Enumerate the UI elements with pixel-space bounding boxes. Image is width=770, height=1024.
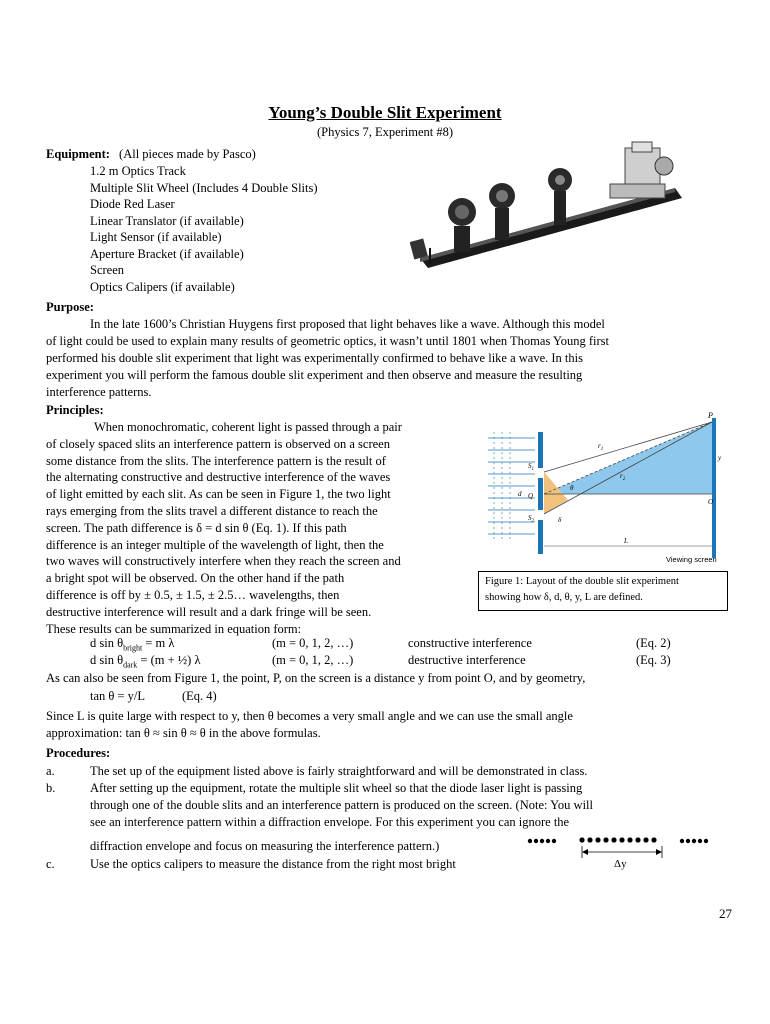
small-angle-line-1: Since L is quite large with respect to y, then θ becomes a very small angle and we can use the small angle bbox=[46, 709, 573, 723]
equipment-heading bbox=[46, 147, 256, 162]
label-theta: θ bbox=[570, 484, 574, 492]
proc-c-text: Use the optics calipers to measure the distance from the right most bright bbox=[90, 857, 456, 871]
equipment-item: Screen bbox=[90, 263, 125, 277]
proc-b-line-3: see an interference pattern within a diffraction envelope. For this experiment you can ignore the bbox=[90, 815, 570, 829]
label-Q: Q bbox=[528, 492, 534, 500]
equipment-item: Linear Translator (if available) bbox=[90, 213, 244, 228]
purpose-line: of light could be used to explain many results of geometric optics, it wasn’t until 1801 when Thomas Young first bbox=[46, 334, 610, 348]
proc-b-line-4: diffraction envelope and focus on measuring the interference pattern.) bbox=[90, 839, 440, 853]
proc-c-marker: c. bbox=[46, 857, 55, 871]
proc-b-marker: b. bbox=[46, 781, 56, 795]
purpose-line: performed his double slit experiment that light was experimentally confirmed to behave like a wave. In this bbox=[46, 351, 583, 365]
label-r2: $r_2$ bbox=[620, 472, 626, 482]
small-angle-line-2: approximation: tan θ ≈ sin θ ≈ θ in the above formulas. bbox=[46, 726, 321, 740]
principles-line: difference is off by ± 0.5, ± 1.5, ± 2.5… wavelengths, then bbox=[46, 588, 340, 602]
interference-pattern-diagram bbox=[526, 834, 716, 874]
procedures-label: Procedures: bbox=[46, 746, 111, 760]
principles-line: difference is an integer multiple of the wavelength of light, then the bbox=[46, 537, 384, 552]
eq2-desc: constructive interference bbox=[408, 636, 532, 650]
label-O: O bbox=[708, 498, 714, 506]
principles-line: screen. The path difference is δ = d sin θ (Eq. 1). If this path bbox=[46, 520, 347, 535]
equipment-note: (All pieces made by Pasco) bbox=[119, 147, 256, 161]
delta-y-label: Δy bbox=[614, 858, 627, 870]
principles-line: These results can be summarized in equation form: bbox=[46, 621, 302, 636]
equipment-item: 1.2 m Optics Track bbox=[90, 164, 186, 178]
proc-a-marker: a. bbox=[46, 764, 55, 778]
principles-line: When monochromatic, coherent light is passed through a pair bbox=[94, 420, 402, 434]
eq2-lhs: d $\sin \theta_{bright} = m$ λ bbox=[90, 636, 175, 653]
eq3-lhs: d $\sin \theta_{dark} = (m$ + ½) λ bbox=[90, 653, 201, 670]
purpose-label: Purpose: bbox=[46, 300, 94, 314]
optics-track-photo bbox=[410, 140, 690, 270]
eq4-lhs: tan θ = y/L bbox=[90, 689, 146, 703]
principles-line: of closely spaced slits an interference pattern is observed on a screen bbox=[46, 436, 390, 451]
proc-b-line-2: through one of the double slits and an interference pattern is produced on the screen. (Note: You will bbox=[90, 798, 593, 812]
page-subtitle: (Physics 7, Experiment #8) bbox=[316, 125, 454, 139]
principles-line: two waves will constructively interfere when they reach the screen and bbox=[46, 554, 401, 569]
double-slit-diagram bbox=[480, 410, 730, 570]
principles-line: the alternating constructive and destructive interference of the waves bbox=[46, 470, 391, 485]
page-number: 27 bbox=[719, 906, 732, 921]
label-y: y bbox=[718, 454, 722, 462]
eq3-m: (m = 0, 1, 2, …) bbox=[272, 653, 354, 667]
principles-line: a bright spot will be observed. On the other hand if the path bbox=[46, 571, 345, 586]
proc-b-line-1: After setting up the equipment, rotate the multiple slit wheel so that the diode laser light is passing bbox=[90, 781, 583, 795]
equipment-item: Multiple Slit Wheel (Includes 4 Double Slits) bbox=[90, 180, 318, 195]
principles-label: Principles: bbox=[46, 403, 104, 417]
eq2-number: (Eq. 2) bbox=[636, 636, 671, 650]
purpose-line: interference patterns. bbox=[46, 385, 152, 399]
page-title: Young’s Double Slit Experiment bbox=[268, 103, 502, 122]
viewing-screen-label: Viewing screen bbox=[666, 555, 717, 564]
eq3-desc: destructive interference bbox=[408, 653, 526, 667]
figure-caption: Figure 1: Layout of the double slit experiment showing how δ, d, θ, y, L are defined. bbox=[478, 571, 728, 611]
equipment-item: Optics Calipers (if available) bbox=[90, 279, 235, 294]
purpose-line: experiment you will perform the famous double slit experiment and then observe and measure the resulting bbox=[46, 368, 583, 382]
label-P: P bbox=[708, 411, 713, 420]
equipment-label: Equipment: bbox=[46, 147, 110, 161]
principles-line: rays emerging from the slits travel a different distance to reach the bbox=[46, 504, 378, 518]
proc-a-text: The set up of the equipment listed above is fairly straightforward and will be demonstrated in class. bbox=[90, 764, 588, 778]
principles-line: some distance from the slits. The interference pattern is the result of bbox=[46, 453, 386, 468]
label-S1: $S_1$ bbox=[528, 462, 534, 472]
equipment-item: Aperture Bracket (if available) bbox=[90, 246, 244, 261]
eq3-number: (Eq. 3) bbox=[636, 653, 671, 667]
label-d: d bbox=[518, 490, 522, 498]
equipment-item: Diode Red Laser bbox=[90, 197, 175, 211]
principles-line: destructive interference will result and a dark fringe will be seen. bbox=[46, 604, 372, 619]
geometry-sentence: As can also be seen from Figure 1, the point, P, on the screen is a distance y from point O, and by geometry, bbox=[46, 671, 586, 685]
label-L: L bbox=[624, 537, 628, 545]
eq2-m: (m = 0, 1, 2, …) bbox=[272, 636, 354, 650]
eq4-number: (Eq. 4) bbox=[182, 689, 217, 703]
label-delta: δ bbox=[558, 516, 562, 524]
principles-line: of light emitted by each slit. As can be seen in Figure 1, the two light bbox=[46, 487, 391, 502]
label-r1: $r_1$ bbox=[598, 442, 604, 452]
equipment-item: Light Sensor (if available) bbox=[90, 230, 222, 244]
label-S2: $S_2$ bbox=[528, 514, 534, 524]
purpose-line: In the late 1600’s Christian Huygens first proposed that light behaves like a wave. Although this model bbox=[90, 317, 605, 331]
